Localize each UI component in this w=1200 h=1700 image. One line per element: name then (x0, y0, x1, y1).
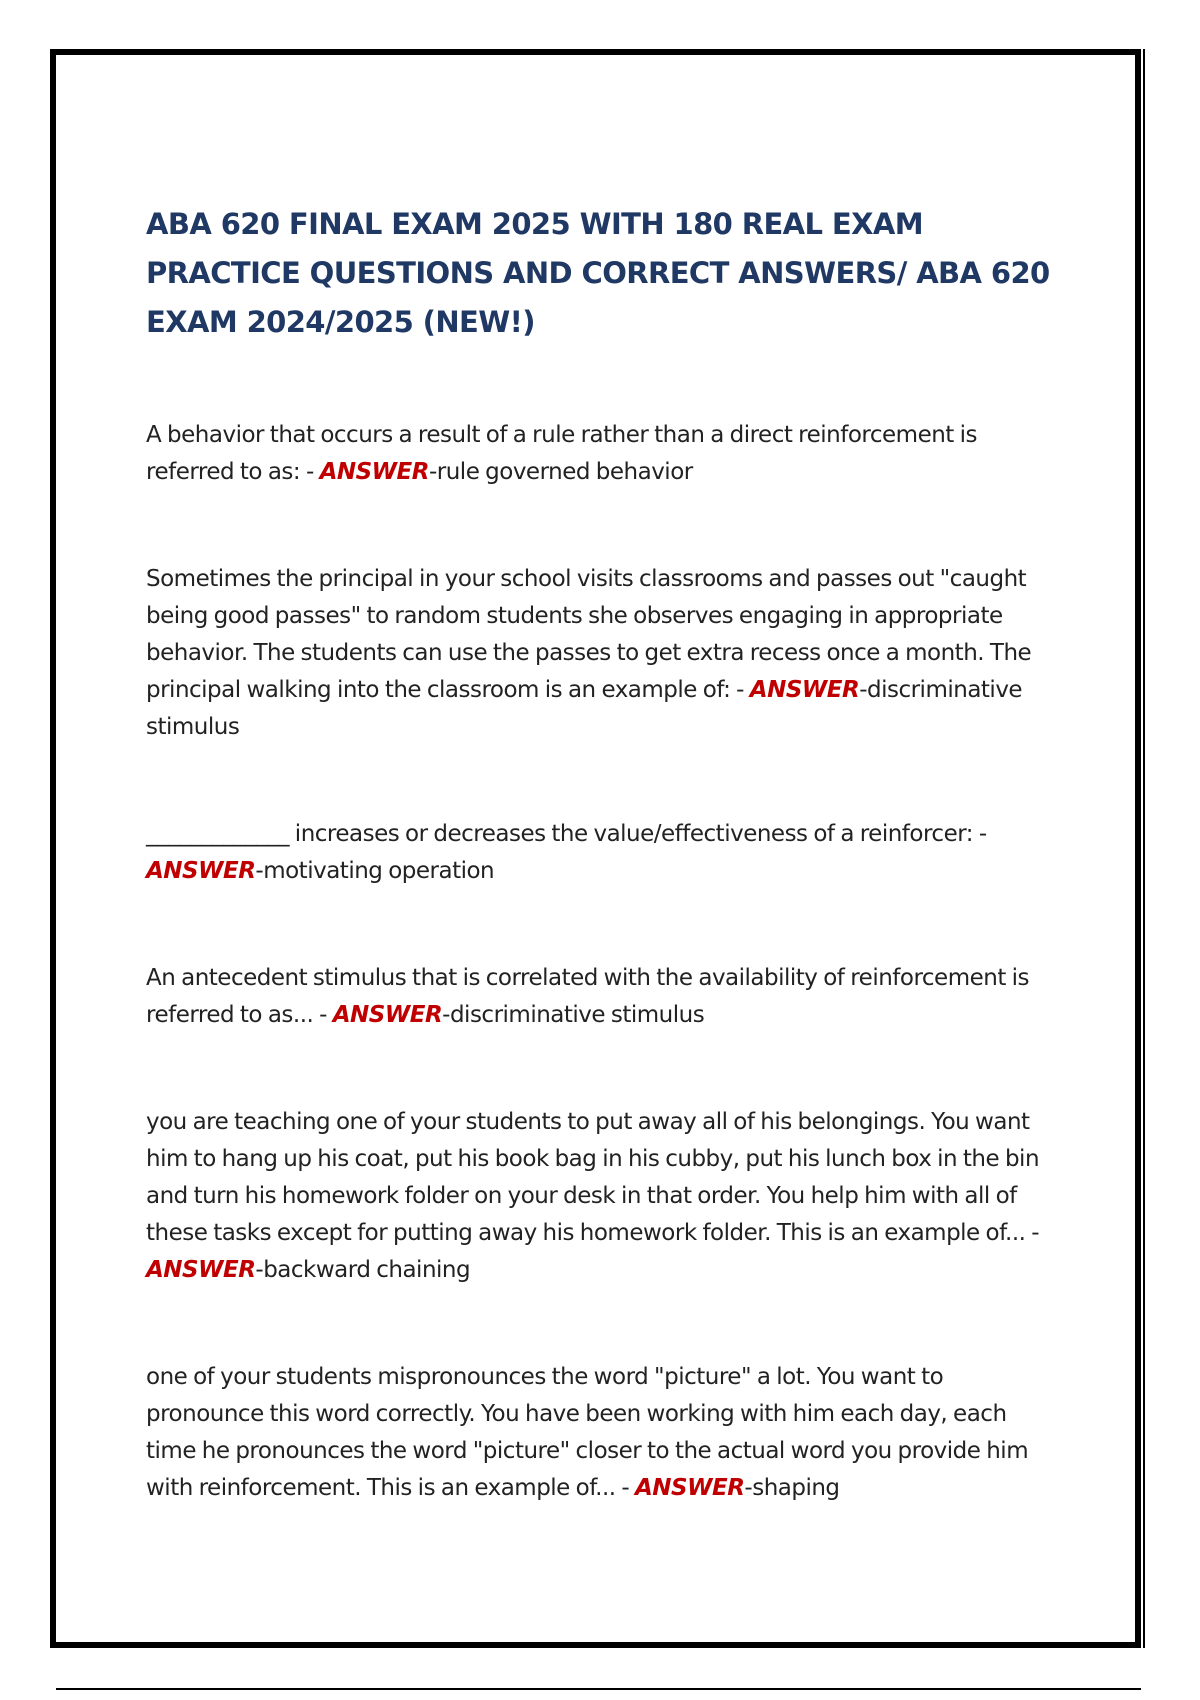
answer-label: ANSWER (146, 1257, 256, 1283)
qa-list (146, 417, 1061, 1507)
bottom-rule (56, 1688, 1141, 1690)
answer-text: -discriminative stimulus (146, 677, 1023, 740)
document-title: ABA 620 FINAL EXAM 2025 WITH 180 REAL EXAM PRACTICE QUESTIONS AND CORRECT ANSWERS/ ABA 620 EXAM 2024/2025 (NEW!) (146, 207, 1050, 339)
answer-label: ANSWER (635, 1475, 745, 1501)
answer-text: -motivating operation (255, 858, 495, 884)
question-text: Sometimes the principal in your school visits classrooms and passes out "caught being good passes" to random students she observes engaging in appropriate behavior. The students can use the passes to get extra recess once a month. The principal walking into the classroom is an example of: - (146, 566, 1032, 703)
qa-item (146, 816, 1061, 890)
qa-item (146, 1359, 1061, 1507)
answer-label: ANSWER (749, 677, 860, 703)
answer-text: -backward chaining (255, 1257, 471, 1283)
document-content (146, 200, 1061, 1507)
answer-label: ANSWER (146, 858, 256, 884)
qa-item (146, 417, 1061, 491)
answer-text: -shaping (744, 1475, 840, 1501)
question-text: you are teaching one of your students to put away all of his belongings. You want him to hang up his coat, put his book bag in his cubby, put his lunch box in the bin and turn his homework folder on your desk in that order. You help him with all of these tasks except for putting away his homework folder. This is an example of... - (146, 1109, 1040, 1246)
answer-label: ANSWER (319, 459, 429, 485)
answer-text: -discriminative stimulus (442, 1002, 705, 1028)
answer-label: ANSWER (332, 1002, 443, 1028)
question-text: An antecedent stimulus that is correlated with the availability of reinforcement is referred to as... - (146, 965, 1030, 1028)
qa-item (146, 960, 1061, 1034)
question-text: A behavior that occurs a result of a rule rather than a direct reinforcement is referred to as: - (146, 422, 978, 485)
qa-item (146, 1104, 1061, 1289)
question-text: one of your students mispronounces the word "picture" a lot. You want to pronounce this word correctly. You have been working with him each day, each time he pronounces the word "picture" closer to the actual word you provide him with reinforcement. This is an example of... - (146, 1364, 1029, 1501)
question-text: _____________ increases or decreases the value/effectiveness of a reinforcer: - (146, 821, 987, 847)
answer-text: -rule governed behavior (428, 459, 693, 485)
qa-item (146, 561, 1061, 746)
